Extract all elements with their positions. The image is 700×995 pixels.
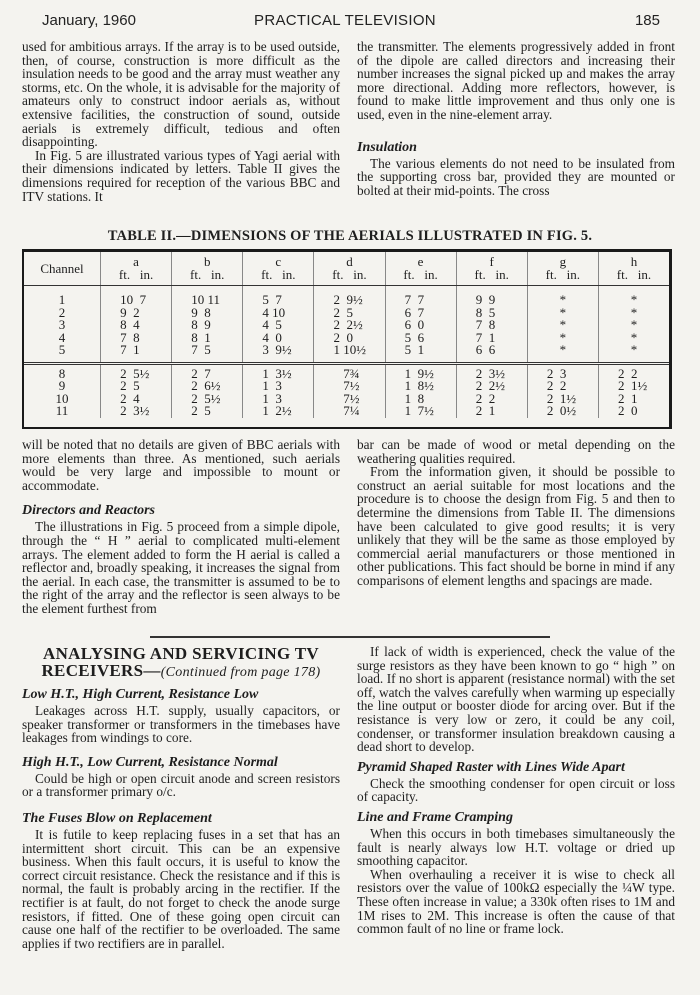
column-top-left [22, 40, 340, 203]
subheading-insulation: Insulation [357, 139, 417, 155]
dimension-value: 2 2½ [333, 317, 363, 332]
channel-cell: 2 [58, 304, 66, 320]
dimension-value: 2 2 [546, 378, 567, 393]
dimension-value: 2 9½ [333, 292, 363, 307]
channel-cell: 1 [58, 292, 66, 307]
column-letter: f [489, 254, 494, 269]
dimension-value: 1 9½ [404, 365, 434, 381]
dimension-cell [385, 286, 456, 307]
dimension-value: 9 2 [120, 304, 140, 320]
column-letter: c [275, 254, 282, 269]
dimension-cell [598, 286, 669, 307]
column-header-b [172, 252, 243, 286]
paragraph: From the information given, it should be possible to construct an aerial suitable for most locations and the procedure is to choose the design from Fig. 5 and then to determine the dimensions from Table II. The dimensions have been calculated to give good results; it is very unlikely that they will be the same as those employed by commercial aerial manufacturers or those mentioned in other publications. This fact should be borne in mind if any comparisons of element lengths and spacings are made. [357, 464, 675, 588]
paragraph: Check the smoothing condenser for open circuit or loss of capacity. [357, 775, 675, 805]
dimension-value: 7½ [333, 378, 360, 393]
dimension-value: 6 7 [404, 304, 425, 320]
dimension-value: 2 2½ [475, 378, 505, 393]
paragraph: When overhauling a receiver it is wise to check all resistors over the value of 100kΩ especially the ¼W type. These often increase in value; a 330k often rises to 1M and 1M rises to 2M. This increase is often the cause of that common fault of no line or frame lock. [357, 866, 675, 937]
subheading-pyramid: Pyramid Shaped Raster with Lines Wide Apart [357, 759, 625, 775]
dimension-value: 4 5 [262, 317, 282, 332]
dimension-value: 7 1 [120, 342, 140, 357]
article-title [22, 645, 340, 681]
dimension-value: 3 9½ [262, 342, 292, 357]
dimension-cell [243, 344, 314, 363]
dimension-value: 1 10½ [333, 342, 366, 357]
column-units: ft. in. [332, 267, 367, 282]
dimension-value: * [559, 304, 567, 320]
column-header-d [314, 252, 385, 286]
table-row [24, 405, 669, 418]
dimension-cell [172, 405, 243, 418]
dimension-value: 2 7 [191, 365, 211, 381]
dimension-value: 7¾ [333, 365, 360, 381]
dimension-value: 2 5 [191, 403, 211, 418]
column-header-e [385, 252, 456, 286]
dimension-value: 7 8 [475, 317, 496, 332]
dimension-value: 6 0 [404, 317, 425, 332]
paragraph: It is futile to keep replacing fuses in a set that has an intermittent short circuit. This can be an expensive business. When this fault occurs, it is useful to know the correct circuit resistance. Check the resistance and if this is normal, the fault is probably arcing in the rectifier. If the rectifier is at fault, do not forget to check the anode surge resistors, if fitted. One of these going open circuit can cause one half of the rectifier to be overloaded. The same applies if two rectifiers are in parallel. [22, 826, 340, 951]
dimension-value: * [559, 329, 567, 345]
dimension-value: * [630, 342, 638, 357]
channel-cell: 4 [58, 329, 66, 345]
channel-cell: 3 [58, 317, 66, 332]
dimension-value: * [559, 292, 567, 307]
column-bottom-right [357, 645, 675, 936]
column-header-g [527, 252, 598, 286]
channel-cell: 5 [58, 342, 66, 357]
table-row [24, 344, 669, 363]
dimension-value: 8 9 [191, 317, 211, 332]
magazine-title: PRACTICAL TELEVISION [254, 12, 436, 29]
dimension-cell [314, 286, 385, 307]
dimension-value: 2 0 [617, 403, 638, 418]
column-units: ft. in. [403, 267, 438, 282]
dimension-value: 1 2½ [262, 403, 292, 418]
dimension-value: 7 1 [475, 329, 496, 345]
dimensions-table [22, 249, 672, 429]
dimension-value: 4 10 [262, 304, 286, 320]
dimension-value: 2 4 [120, 390, 140, 406]
dimension-value: 2 5 [120, 378, 140, 393]
column-mid-left [22, 438, 340, 616]
paragraph: When this occurs in both timebases simultaneously the fault is nearly always low H.T. voltage or dried up smoothing capacitor. [357, 825, 675, 869]
dimension-cell [172, 344, 243, 363]
dimension-value: 2 0½ [546, 403, 577, 418]
column-letter: g [559, 254, 567, 269]
dimension-value: 10 7 [120, 292, 147, 307]
dimension-cell [456, 344, 527, 363]
dimension-value: 2 2 [617, 365, 638, 381]
dimension-value: 7 5 [191, 342, 211, 357]
issue-date: January, 1960 [42, 12, 136, 29]
dimension-cell [314, 405, 385, 418]
dimension-value: 1 3½ [262, 365, 292, 381]
column-header-c [243, 252, 314, 286]
dimension-value: 8 4 [120, 317, 140, 332]
dimension-value: 5 7 [262, 292, 282, 307]
column-letter: b [203, 254, 211, 269]
dimension-value: 2 3 [546, 365, 567, 381]
dimension-value: 8 1 [191, 329, 211, 345]
subheading-cramping: Line and Frame Cramping [357, 809, 513, 825]
dimension-cell [101, 344, 172, 363]
dimension-cell [385, 405, 456, 418]
page-number: 185 [634, 12, 660, 29]
dimension-value: 2 5½ [191, 390, 221, 406]
subheading-low-ht: Low H.T., High Current, Resistance Low [22, 687, 259, 702]
dimension-value: 5 1 [404, 342, 425, 357]
column-units: ft. in. [261, 267, 296, 282]
dimension-value: * [630, 317, 638, 332]
dimension-value: 2 5½ [120, 365, 150, 381]
dimension-value: 2 3½ [120, 403, 150, 418]
column-header-a [101, 252, 172, 286]
paragraph: The illustrations in Fig. 5 proceed from a simple dipole, through the “ H ” aerial to complicated multi-element arrays. The element added to form the H aerial is called a reflector and, broadly speaking, it increases the signal from the aerial. In each case, the transmitter is assumed to be to the right of the array and the reflector is seen always to be the element furthest from [22, 519, 340, 616]
paragraph: Could be high or open circuit anode and screen resistors or a transformer primary o/c. [22, 770, 340, 800]
column-letter: h [630, 254, 638, 269]
paragraph: In Fig. 5 are illustrated various types of Yagi aerial with their dimensions indicated by letters. Table II gives the dimensions required for reception of the various BBC and ITV stations. It [22, 147, 340, 204]
dimension-value: 2 3½ [475, 365, 505, 381]
column-letter: e [417, 254, 424, 269]
subheading-fuses: The Fuses Blow on Replacement [22, 810, 212, 826]
column-header-channel: Channel [24, 252, 101, 286]
dimension-cell [243, 405, 314, 418]
paragraph: will be noted that no details are given of BBC aerials with more elements than three. As mentioned, such aerials would be very large and impossible to mount or accommodate. [22, 437, 340, 493]
table-row [24, 286, 669, 307]
dimension-cell [527, 405, 598, 418]
dimension-cell [598, 344, 669, 363]
column-letter: a [133, 254, 139, 269]
column-units: ft. in. [118, 267, 154, 282]
dimension-value: 1 8½ [404, 378, 434, 393]
dimension-cell [101, 405, 172, 418]
column-units: ft. in. [190, 267, 225, 282]
dimension-value: 2 6½ [191, 378, 221, 393]
column-units: ft. in. [616, 267, 652, 282]
subheading-high-ht: High H.T., Low Current, Resistance Normal [22, 754, 278, 770]
dimension-value: 2 1 [475, 403, 496, 418]
table-title: TABLE II.—DIMENSIONS OF THE AERIALS ILLUSTRATED IN FIG. 5. [107, 228, 593, 244]
dimension-value: * [630, 292, 638, 307]
paragraph: used for ambitious arrays. If the array is to be used outside, then, of course, construction is more difficult as the insulation needs to be good and the array must weather any storms, etc. On the whole, it is advisable for the majority of amateurs only to construct indoor aerials as, without extensive facilities, the construction of sound, outside aerials is extremely difficult, tedious and often disappointing. [22, 39, 340, 150]
paragraph: bar can be made of wood or metal depending on the weathering qualities required. [357, 437, 675, 466]
dimension-cell [172, 286, 243, 307]
dimension-cell [598, 405, 669, 418]
dimension-value: 2 1½ [617, 378, 648, 393]
dimension-value: * [630, 304, 638, 320]
subheading-directors: Directors and Reactors [22, 503, 155, 519]
column-units: ft. in. [545, 267, 580, 282]
dimension-value: 9 9 [475, 292, 496, 307]
dimension-value: 4 0 [262, 329, 282, 345]
dimension-value: 7 7 [404, 292, 425, 307]
dimension-value: * [559, 317, 567, 332]
dimension-value: 5 6 [404, 329, 425, 345]
dimension-value: 2 1 [617, 390, 638, 406]
paragraph: The various elements do not need to be insulated from the supporting cross bar, provided they are mounted or bolted at their mid-points. The cross [357, 155, 675, 198]
dimension-cell [456, 286, 527, 307]
dimension-value: 7 8 [120, 329, 140, 345]
paragraph: the transmitter. The elements progressively added in front of the dipole are called directors and increasing their number increases the signal picked up and makes the array more directional. Adding more reflectors, however, is found to make little improvement and thus only one is used, even in the nine-element array. [357, 39, 675, 122]
column-letter: d [346, 254, 353, 269]
column-bottom-left [22, 645, 340, 950]
paragraph: If lack of width is experienced, check the value of the surge resistors as they have been known to go “ high ” on load. If no short is apparent (resistance normal) with the set off, watch the valves carefully when warming up especially the line output or booster diode for arcing over. But if the resistance is very low or zero, it could be any coil, condenser, or transformer insulation breakdown causing a dead short to develop. [357, 644, 675, 755]
dimension-value: * [559, 342, 567, 357]
dimension-value: 2 1½ [546, 390, 577, 406]
dimension-value: 7¼ [333, 403, 360, 418]
article-title-line1: ANALYSING AND SERVICING TV [43, 644, 319, 663]
dimension-value: 10 11 [191, 292, 220, 307]
dimension-value: 2 0 [333, 329, 353, 345]
dimension-value: 2 5 [333, 304, 353, 320]
continued-note: (Continued from page 178) [160, 665, 321, 680]
column-header-h [598, 252, 669, 286]
dimension-value: 1 3 [262, 378, 282, 393]
channel-cell: 9 [58, 378, 66, 393]
dimension-cell [385, 344, 456, 363]
dimension-cell [456, 405, 527, 418]
dimension-cell [527, 286, 598, 307]
article-title-line2: RECEIVERS— [41, 661, 161, 680]
column-units: ft. in. [474, 267, 509, 282]
dimension-value: 1 8 [404, 390, 425, 406]
dimension-value: 2 2 [475, 390, 496, 406]
dimension-value: 1 3 [262, 390, 282, 406]
channel-cell: 8 [24, 363, 101, 380]
dimension-cell [527, 344, 598, 363]
dimension-value: * [630, 329, 638, 345]
dimension-cell [314, 344, 385, 363]
dimension-value: 8 5 [475, 304, 496, 320]
paragraph: Leakages across H.T. supply, usually capacitors, or speaker transformer or transformers in the timebases have leakages from windings to core. [22, 703, 340, 746]
channel-cell: 11 [55, 403, 69, 418]
dimension-value: 1 7½ [404, 403, 434, 418]
column-mid-right [357, 438, 675, 588]
dimension-value: 9 8 [191, 304, 211, 320]
column-header-f [456, 252, 527, 286]
channel-cell: 10 [55, 390, 69, 406]
section-divider [150, 636, 550, 638]
dimension-value: 6 6 [475, 342, 496, 357]
page-header [30, 12, 660, 32]
dimension-cell [243, 286, 314, 307]
column-top-right [357, 40, 675, 197]
dimension-value: 7½ [333, 390, 360, 406]
dimension-cell [101, 286, 172, 307]
